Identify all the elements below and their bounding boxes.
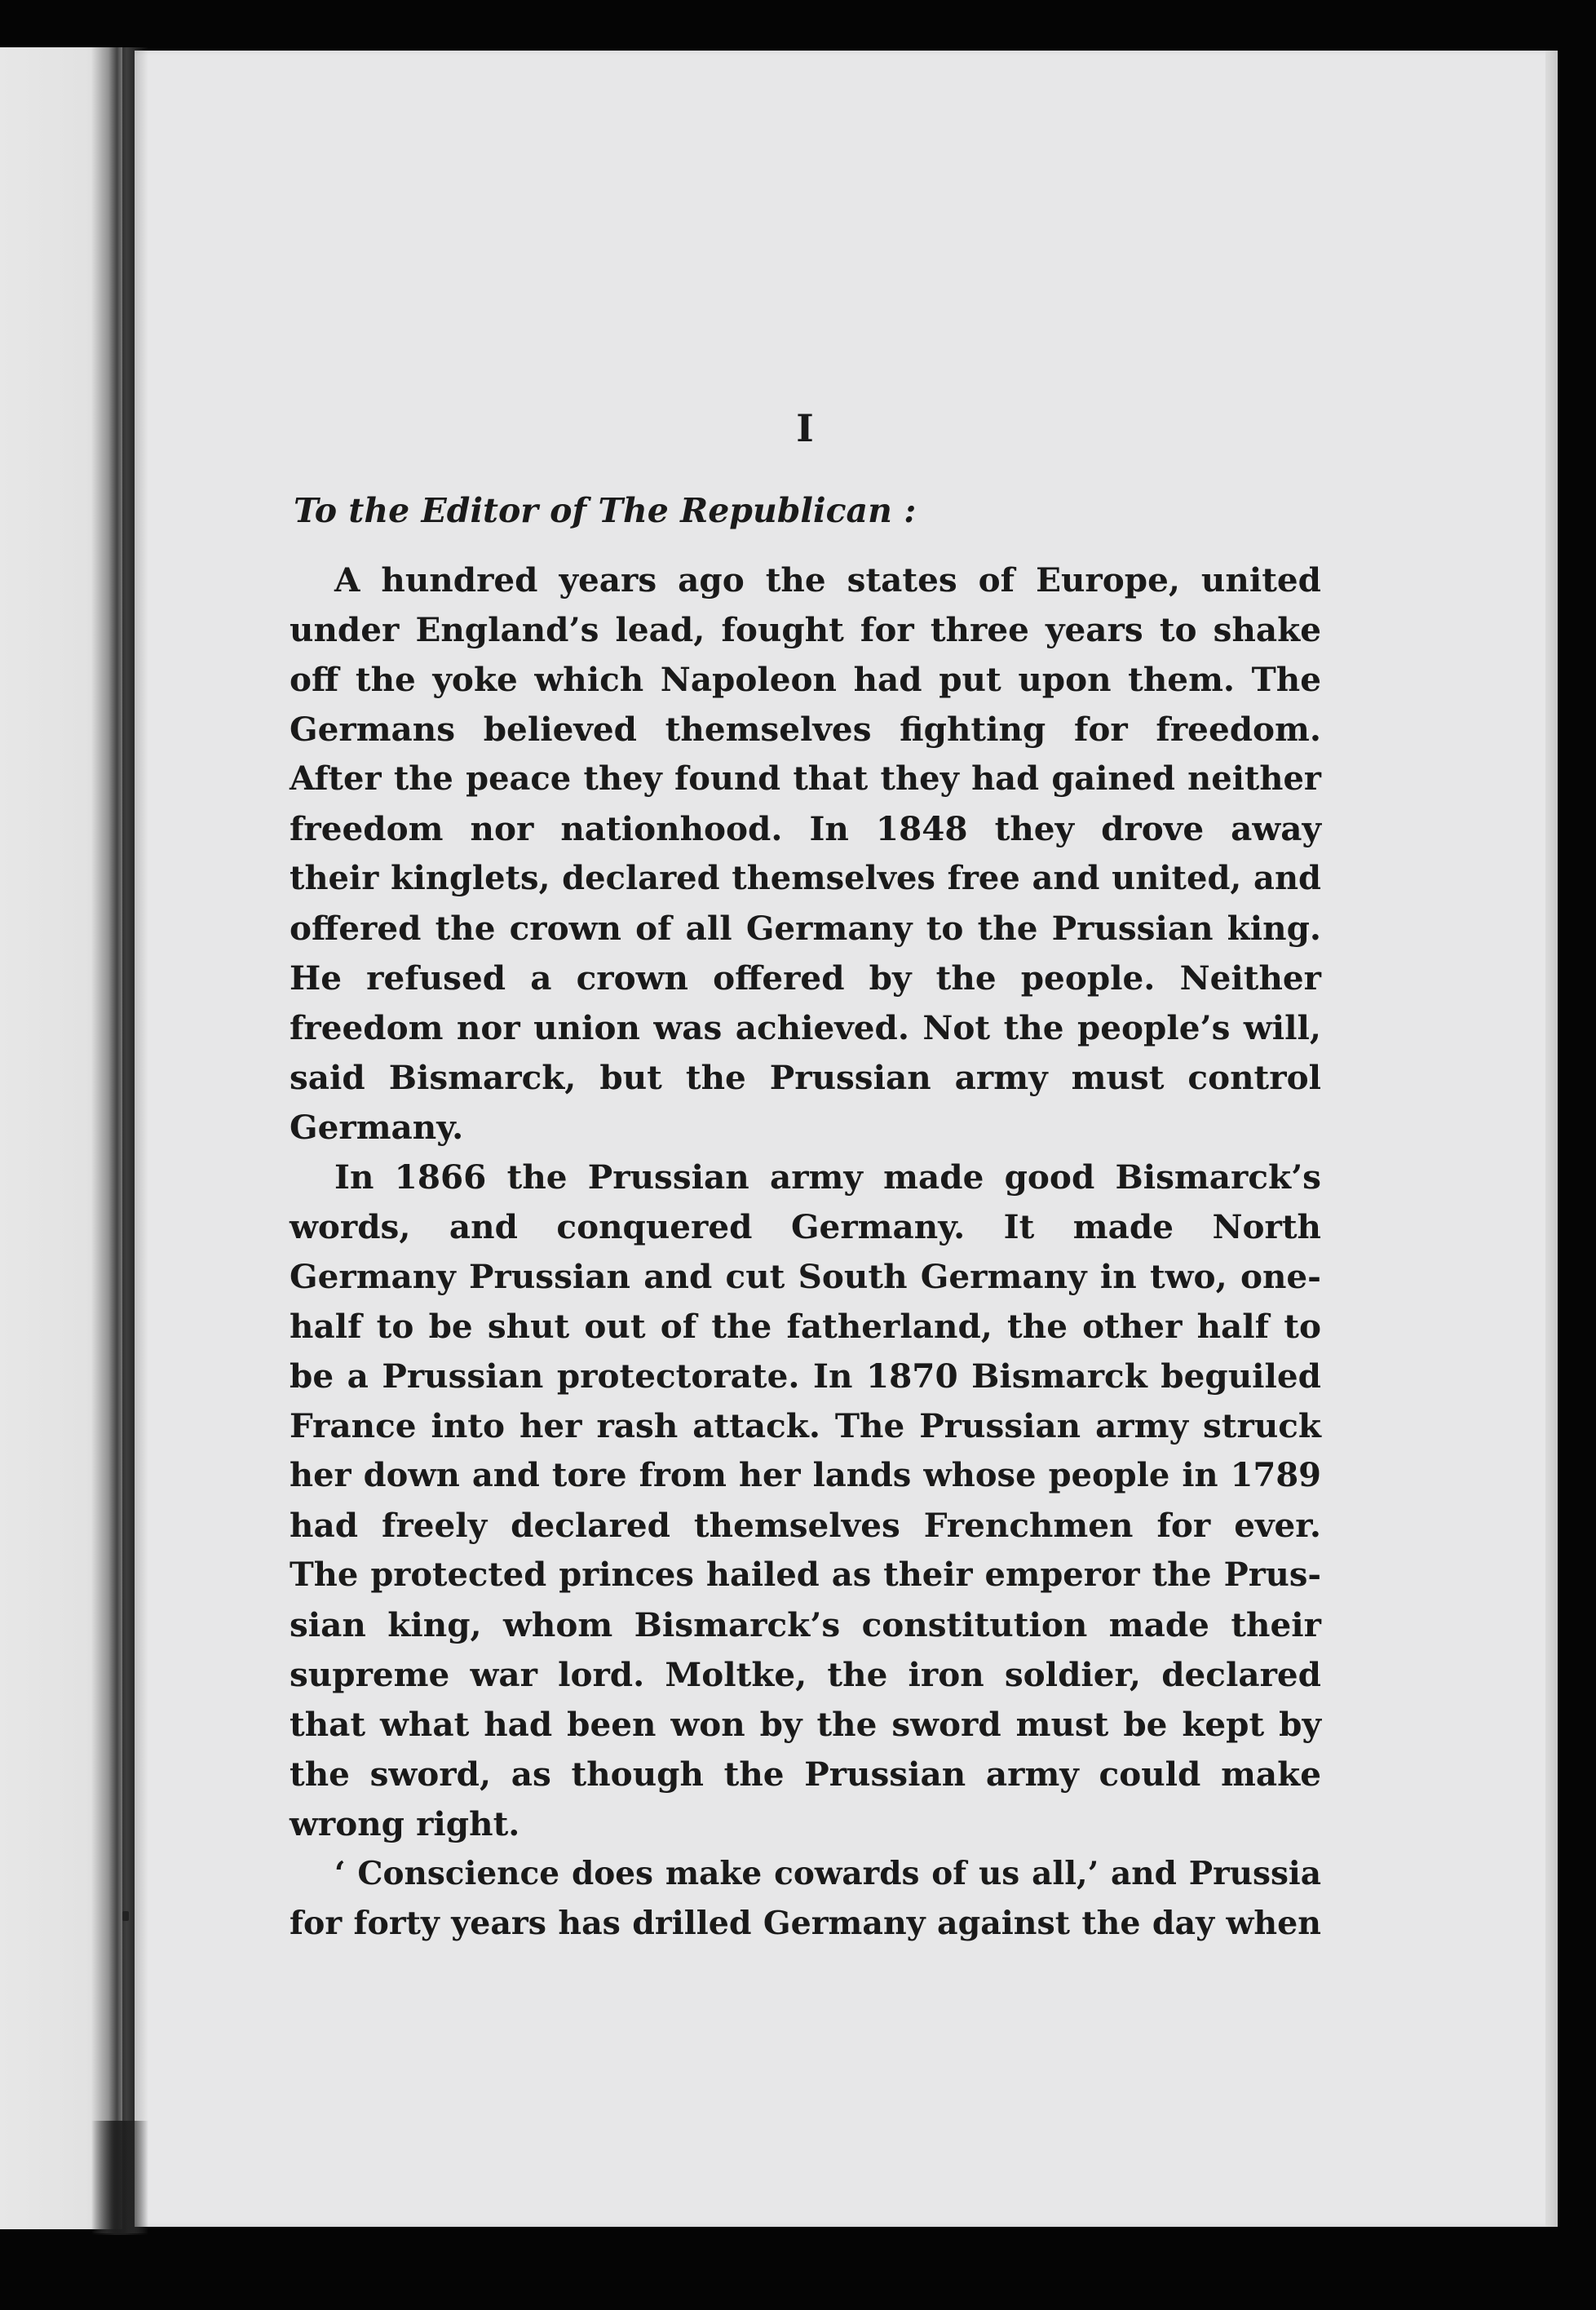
paragraph-1-line-1: A hundred years ago the states of Europe, united (334, 560, 1321, 600)
paragraph-3-line-1: ‘ Conscience does make cowards of us all,’ and Prussia (334, 1855, 1321, 1892)
paragraph-1-line-6: freedom nor nationhood. In 1848 they drove away (290, 809, 1321, 848)
gutter-mark (122, 1911, 129, 1921)
paragraph-2-line-9: The protected princes hailed as their emperor the Prus- (290, 1555, 1321, 1594)
paragraph-2-line-1: In 1866 the Prussian army made good Bismarck’s (334, 1157, 1321, 1197)
paragraph-2-line-4: half to be shut out of the fatherland, the other half to (290, 1307, 1321, 1346)
paragraph-2-line-5: be a Prussian protectorate. In 1870 Bismarck beguiled (290, 1356, 1321, 1396)
paragraph-2-line-3: Germany Prussian and cut South Germany in two, one- (290, 1257, 1321, 1296)
paragraph-1-line-8: offered the crown of all Germany to the Prussian king. (290, 909, 1321, 948)
paragraph-1-line-5: After the peace they found that they had gained neither (290, 759, 1321, 798)
paragraph-2-line-13: the sword, as though the Prussian army could make (290, 1755, 1321, 1794)
paragraph-2-line-12: that what had been won by the sword must be kept by (290, 1705, 1321, 1744)
paragraph-2-line-11: supreme war lord. Moltke, the iron soldier, declared (290, 1655, 1321, 1694)
book-gutter (91, 47, 148, 2233)
paragraph-1-line-12: Germany. (290, 1108, 464, 1147)
paragraph-1-line-11: said Bismarck, but the Prussian army must control (290, 1058, 1321, 1097)
page-edge (1545, 51, 1558, 2227)
paragraph-1-line-9: He refused a crown offered by the people. Neither (290, 958, 1321, 998)
paragraph-2-line-7: her down and tore from her lands whose people in 1789 (290, 1456, 1321, 1494)
paragraph-1-line-7: their kinglets, declared themselves free and united, and (290, 859, 1321, 897)
paragraph-2-line-14: wrong right. (290, 1804, 520, 1843)
paragraph-2-line-10: sian king, whom Bismarck’s constitution made their (290, 1605, 1321, 1644)
paragraph-2-line-8: had freely declared themselves Frenchmen for ever. (290, 1506, 1321, 1545)
paragraph-1-line-3: off the yoke which Napoleon had put upon them. The (290, 660, 1321, 699)
salutation: To the Editor of The Republican : (294, 491, 917, 530)
paragraph-1-line-2: under England’s lead, fought for three years to shake (290, 610, 1321, 649)
paragraph-1-line-4: Germans believed themselves fighting for freedom. (290, 710, 1321, 749)
paragraph-2-line-2: words, and conquered Germany. It made North (290, 1207, 1321, 1246)
chapter-number: I (796, 406, 815, 450)
paragraph-2-line-6: France into her rash attack. The Prussian army struck (290, 1406, 1321, 1445)
paragraph-3-line-2: for forty years has drilled Germany against the day when (290, 1905, 1321, 1942)
gutter-shadow (91, 2121, 148, 2235)
paragraph-1-line-10: freedom nor union was achieved. Not the people’s will, (290, 1008, 1321, 1047)
